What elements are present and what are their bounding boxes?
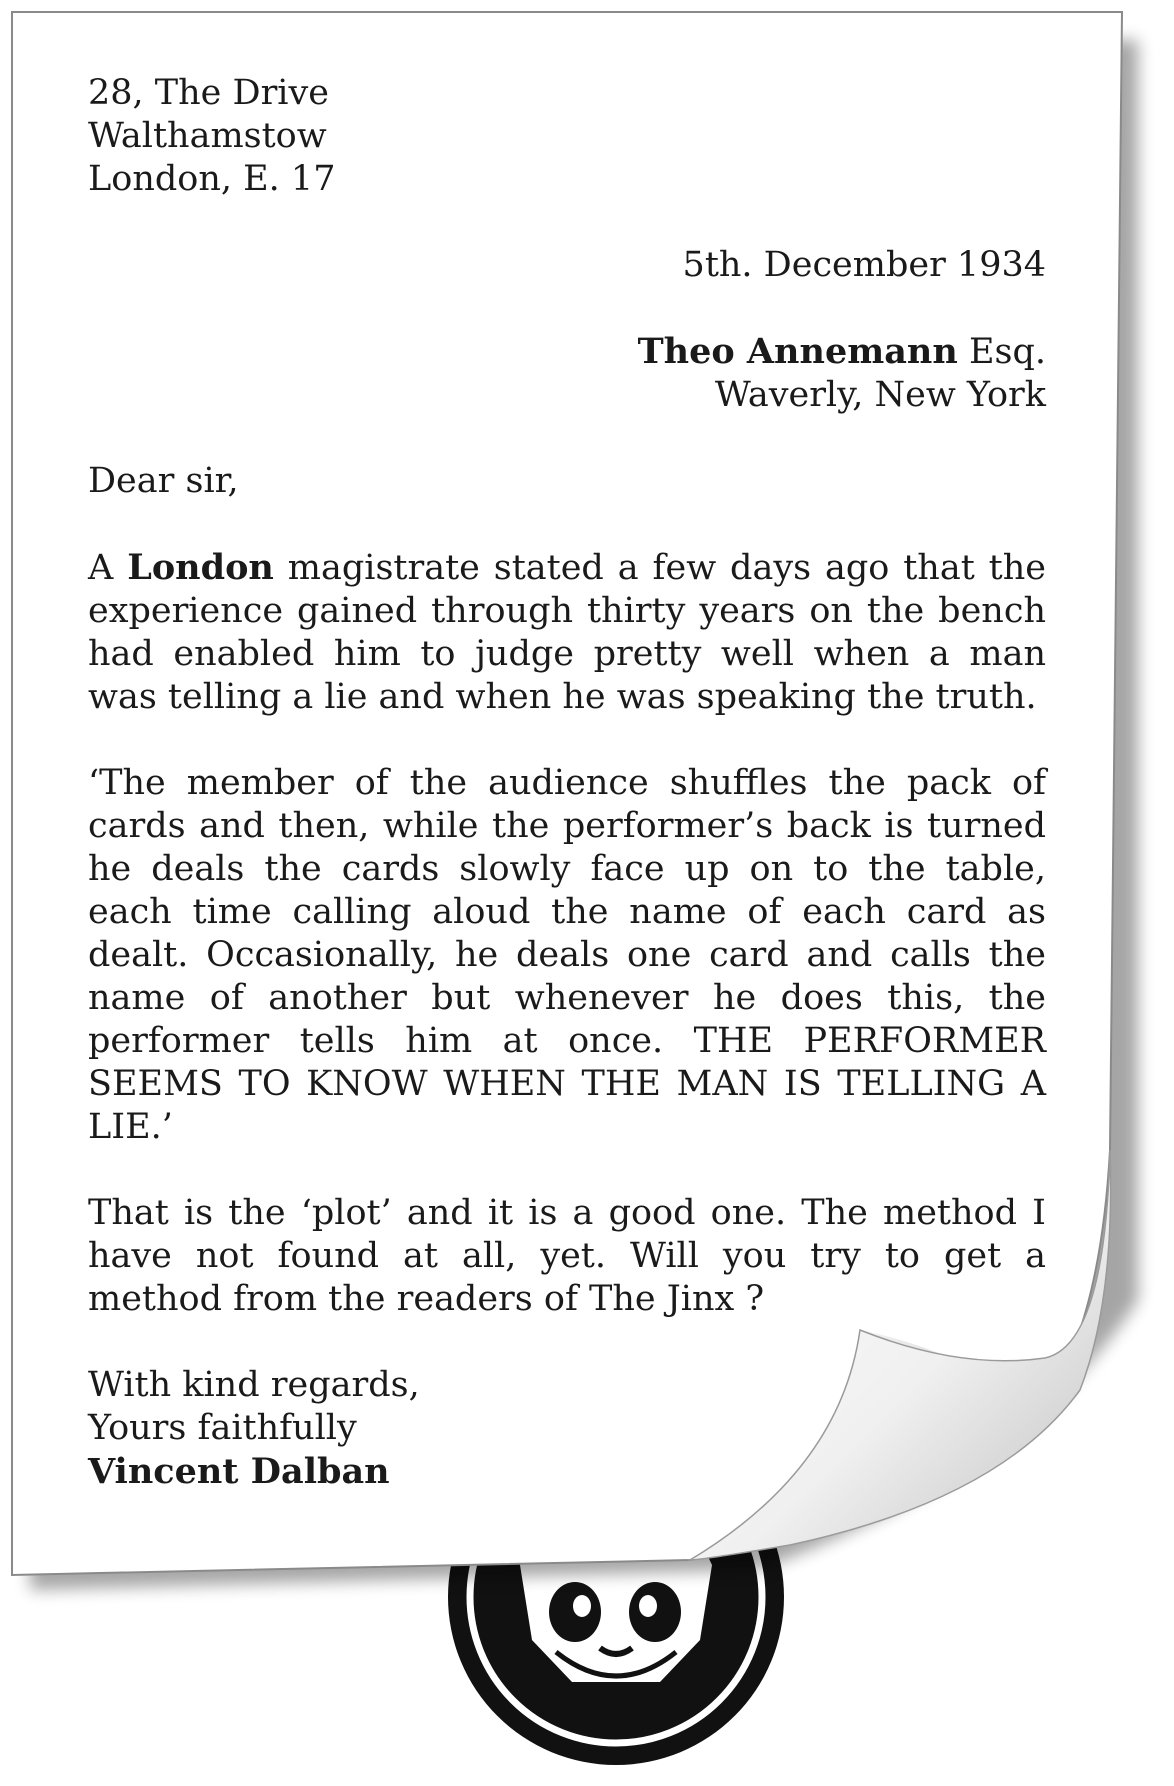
sender-address (88, 72, 1046, 201)
closing-line: With kind regards, (88, 1365, 420, 1405)
signature (88, 1450, 1046, 1494)
closing (88, 1364, 1046, 1494)
signature-name: Vincent Dalban (88, 1451, 390, 1492)
paragraph-1-rest: magistrate stated a few days ago that the experience gained through thirty years on the bench had enabled him to judge pretty well when a man was telling a lie and when he was speaking the truth. (88, 548, 1047, 717)
recipient-name-line (88, 330, 1046, 374)
address-line: Walthamstow (88, 116, 327, 156)
paragraph-1 (88, 546, 1046, 719)
letter-body (88, 72, 1046, 1494)
address-line: London, E. 17 (88, 159, 336, 199)
paragraph-1-prefix: A (88, 548, 128, 588)
salutation: Dear sir, (88, 461, 239, 501)
recipient-block (88, 330, 1046, 417)
paragraph-1-bold: London (127, 547, 274, 588)
recipient-suffix: Esq. (957, 332, 1046, 372)
paragraph-3: That is the ‘plot’ and it is a good one. The method I have not found at all, yet. Will you try to get a method from the readers of The Jinx ? (88, 1193, 1046, 1319)
closing-line: Yours faithfully (88, 1408, 357, 1448)
recipient-name: Theo Annemann (637, 331, 958, 372)
paragraph-2: ‘The member of the audience shuffles the pack of cards and then, while the performer’s back is turned he deals the cards slowly face up on to the table, each time calling aloud the name of each card as dealt. Occasionally, he deals one card and calls the name of another but whenever he does this, the performer tells him at once. THE PERFORMER SEEMS TO KNOW WHEN THE MAN IS TELLING A LIE.’ (88, 763, 1046, 1147)
letter-date: 5th. December 1934 (682, 245, 1046, 285)
address-line: 28, The Drive (88, 73, 329, 113)
recipient-location: Waverly, New York (714, 375, 1046, 415)
